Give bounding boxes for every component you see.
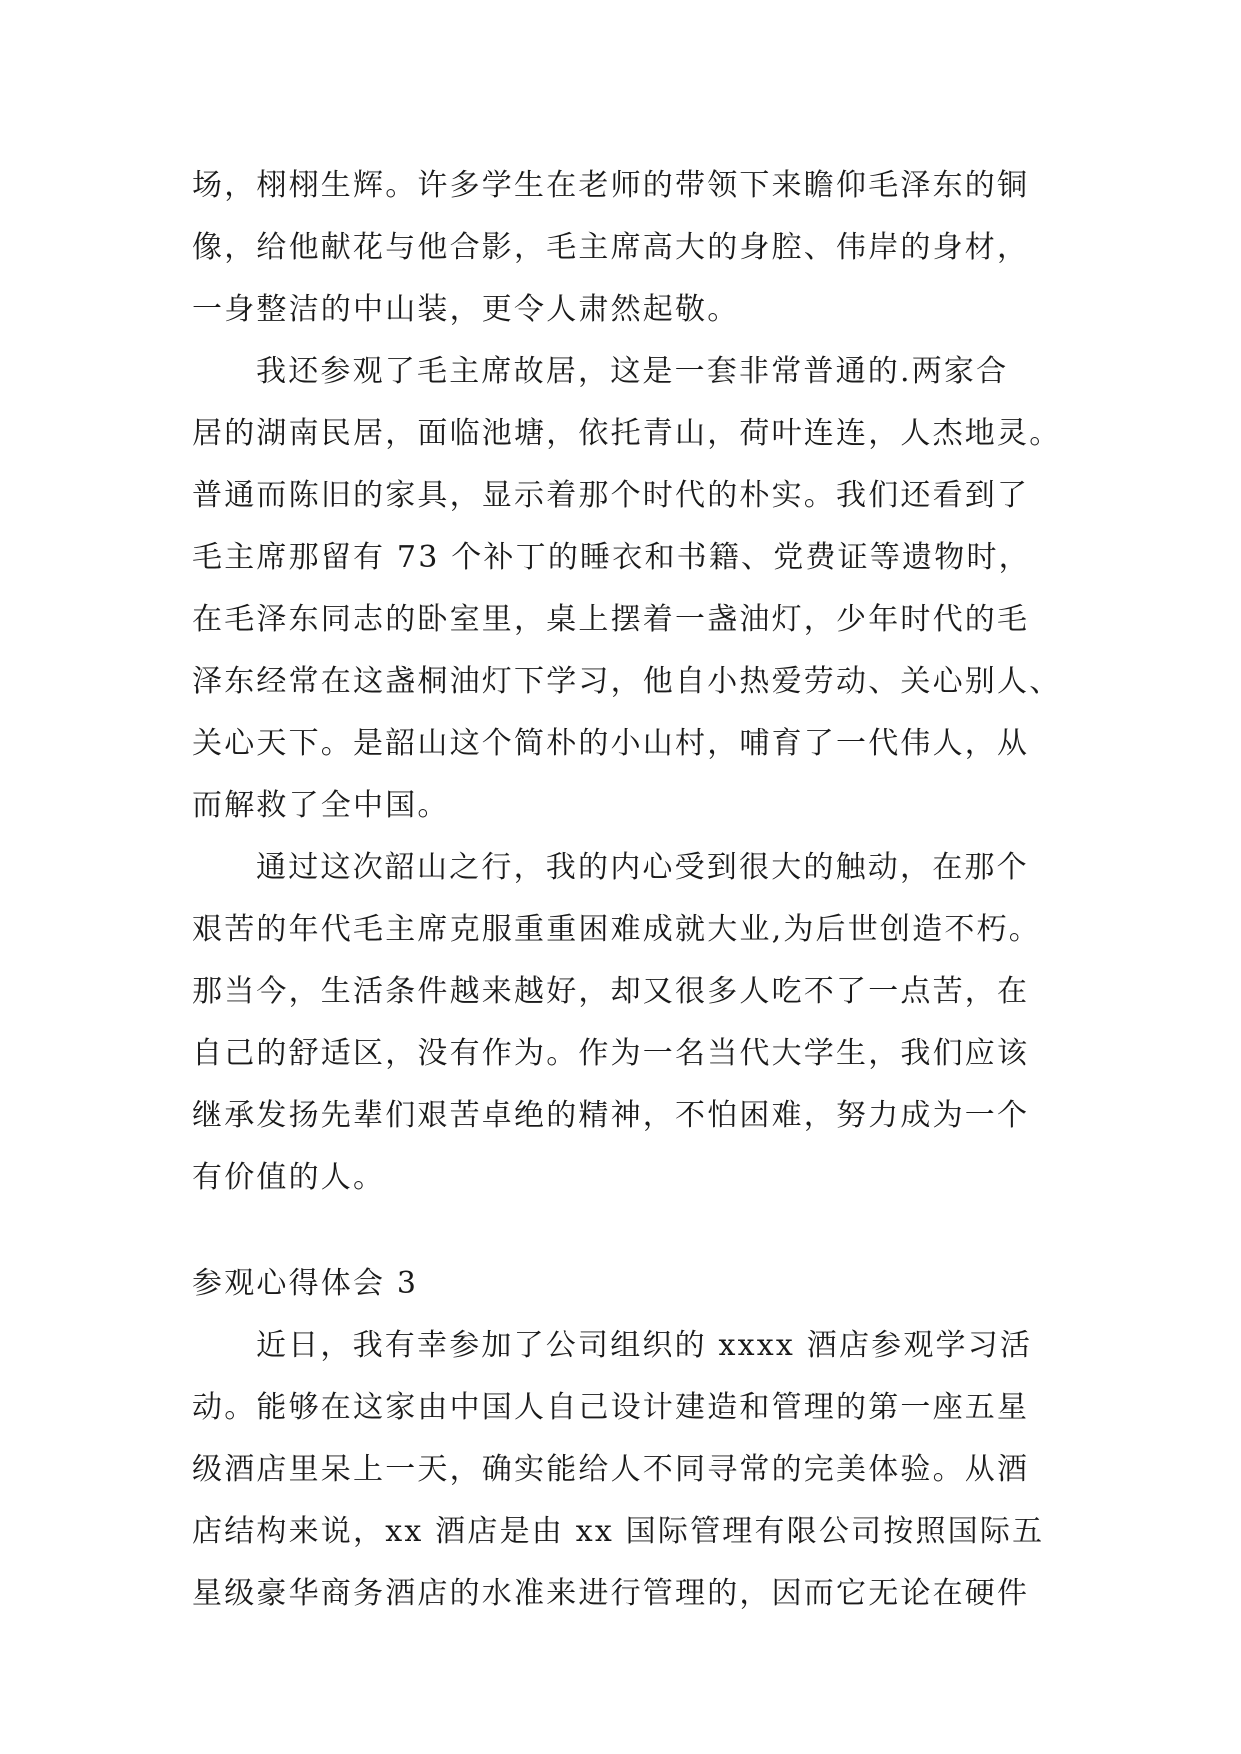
paragraph-line: 继承发扬先辈们艰苦卓绝的精神，不怕困难，努力成为一个 bbox=[192, 1098, 1030, 1133]
paragraph-line: 店结构来说，xx 酒店是由 xx 国际管理有限公司按照国际五 bbox=[192, 1514, 1045, 1549]
paragraph-line: 自己的舒适区，没有作为。作为一名当代大学生，我们应该 bbox=[192, 1036, 1030, 1071]
paragraph-line: 关心天下。是韶山这个简朴的小山村，哺育了一代伟人，从 bbox=[192, 726, 1030, 761]
paragraph-line: 毛主席那留有 73 个补丁的睡衣和书籍、党费证等遗物时， bbox=[192, 540, 1031, 575]
paragraph-line: 那当今，生活条件越来越好，却又很多人吃不了一点苦，在 bbox=[192, 974, 1030, 1009]
paragraph-line: 有价值的人。 bbox=[192, 1160, 386, 1195]
paragraph-line: 近日，我有幸参加了公司组织的 xxxx 酒店参观学习活 bbox=[256, 1328, 1033, 1363]
paragraph-line: 像，给他献花与他合影，毛主席高大的身腔、伟岸的身材， bbox=[192, 230, 1030, 265]
paragraph-line: 一身整洁的中山装，更令人肃然起敬。 bbox=[192, 292, 740, 327]
section-heading: 参观心得体会 3 bbox=[192, 1266, 419, 1301]
paragraph-line: 居的湖南民居，面临池塘，依托青山，荷叶连连，人杰地灵。 bbox=[192, 416, 1062, 451]
paragraph-line: 而解救了全中国。 bbox=[192, 788, 450, 823]
paragraph-line: 通过这次韶山之行，我的内心受到很大的触动，在那个 bbox=[256, 850, 1029, 885]
paragraph-line: 级酒店里呆上一天，确实能给人不同寻常的完美体验。从酒 bbox=[192, 1452, 1030, 1487]
paragraph-line: 星级豪华商务酒店的水准来进行管理的，因而它无论在硬件 bbox=[192, 1576, 1030, 1611]
paragraph-line: 我还参观了毛主席故居，这是一套非常普通的.两家合 bbox=[256, 354, 1009, 389]
paragraph-line: 泽东经常在这盏桐油灯下学习，他自小热爱劳动、关心别人、 bbox=[192, 664, 1062, 699]
paragraph-line: 在毛泽东同志的卧室里，桌上摆着一盏油灯，少年时代的毛 bbox=[192, 602, 1030, 637]
paragraph-line: 动。能够在这家由中国人自己设计建造和管理的第一座五星 bbox=[192, 1390, 1030, 1425]
paragraph-line: 艰苦的年代毛主席克服重重困难成就大业,为后世创造不朽。 bbox=[192, 912, 1041, 947]
paragraph-line: 场，栩栩生辉。许多学生在老师的带领下来瞻仰毛泽东的铜 bbox=[192, 168, 1030, 203]
paragraph-line: 普通而陈旧的家具，显示着那个时代的朴实。我们还看到了 bbox=[192, 478, 1030, 513]
